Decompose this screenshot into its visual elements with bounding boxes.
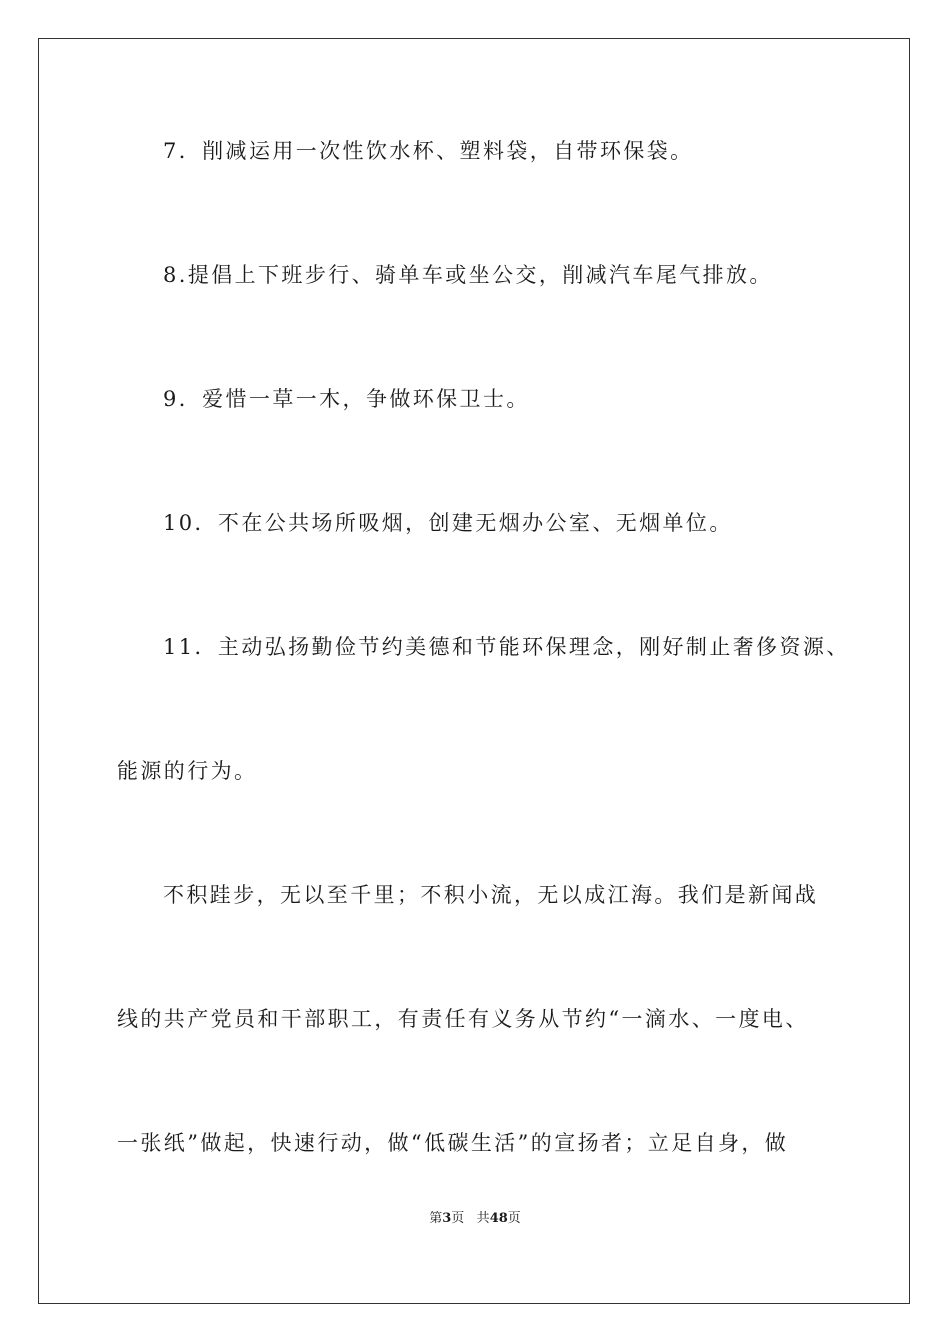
closing-paragraph-line-3: 一张纸”做起，快速行动，做“低碳生活”的宣扬者；立足自身，做 — [117, 1131, 789, 1155]
page-border — [38, 38, 910, 1304]
closing-paragraph-line-2: 线的共产党员和干部职工，有责任有义务从节约“一滴水、一度电、 — [117, 1007, 809, 1031]
page-suffix: 页 — [451, 1211, 465, 1226]
closing-paragraph-line-1: 不积跬步，无以至千里；不积小流，无以成江海。我们是新闻战 — [163, 883, 819, 907]
paragraph-item-9: 9．爱惜一草一木，争做环保卫士。 — [163, 387, 530, 411]
total-prefix: 共 — [476, 1211, 490, 1226]
paragraph-item-7: 7．削减运用一次性饮水杯、塑料袋，自带环保袋。 — [163, 139, 694, 163]
total-pages: 48 — [489, 1211, 508, 1226]
total-suffix: 页 — [507, 1211, 521, 1226]
page-number: 3 — [442, 1211, 452, 1226]
paragraph-item-8: 8.提倡上下班步行、骑单车或坐公交，削减汽车尾气排放。 — [163, 263, 773, 287]
page-prefix: 第 — [429, 1211, 443, 1226]
paragraph-item-11-line-2: 能源的行为。 — [117, 759, 258, 783]
paragraph-item-11-line-1: 11．主动弘扬勤俭节约美德和节能环保理念，刚好制止奢侈资源、 — [163, 635, 850, 659]
paragraph-item-10: 10．不在公共场所吸烟，创建无烟办公室、无烟单位。 — [163, 511, 733, 535]
page-footer — [0, 1210, 950, 1228]
